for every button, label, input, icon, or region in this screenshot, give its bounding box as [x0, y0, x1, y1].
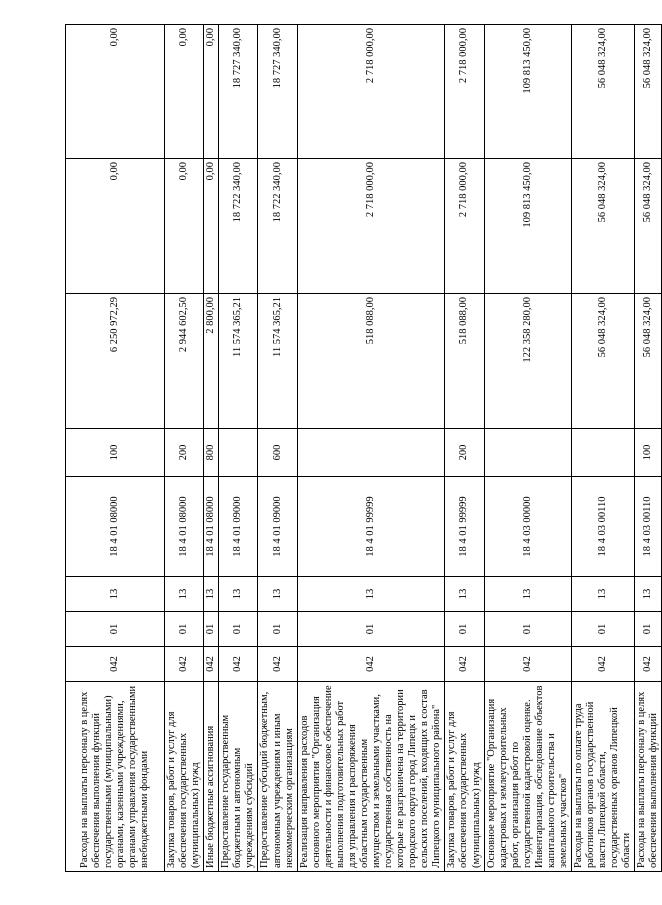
row-ved-code: 042: [572, 647, 635, 682]
row-sum-3: 109 813 450,00: [484, 25, 571, 159]
row-ved-code: 042: [66, 647, 165, 682]
row-sum-3: 18 727 340,00: [258, 25, 297, 159]
row-sum-3: 0,00: [204, 25, 219, 159]
table-row: [66, 25, 165, 872]
row-sum-3: 56 048 324,00: [635, 25, 662, 159]
row-ved-code: 042: [165, 647, 204, 682]
row-rz-code: 01: [572, 612, 635, 647]
row-sum-1: 2 800,00: [204, 294, 219, 429]
row-pr-code: 13: [484, 577, 571, 612]
row-csr-code: 18 4 01 08000: [165, 477, 204, 577]
row-name: Расходы на выплаты персоналу в целях обеспечения выполнения функций государственными (муниципальными) органами, казенными учреждениями, органами управления государственными внебюджетными фондами: [66, 682, 165, 872]
row-vr-code: 100: [635, 429, 662, 477]
row-vr-code: 200: [445, 429, 484, 477]
row-name: Закупка товаров, работ и услуг для обеспечения государственных (муниципальных) нужд: [445, 682, 484, 872]
row-vr-code: [219, 429, 258, 477]
row-name: Расходы на выплаты по оплате труда работников органов государственной власти Липецкой области, государственных органов Липецкой области: [572, 682, 635, 872]
rotated-page: [65, 25, 660, 872]
row-csr-code: 18 4 01 09000: [258, 477, 297, 577]
row-pr-code: 13: [572, 577, 635, 612]
row-sum-3: 2 718 000,00: [445, 25, 484, 159]
row-name: Основное мероприятие "Организация кадастровых и землеустроительных работ, организация работ по государственной кадастровой оценке. Инвентаризация, обследование объектов капитального строительства и земельных участков": [484, 682, 571, 872]
row-sum-3: 0,00: [165, 25, 204, 159]
table-row: [484, 25, 571, 872]
row-vr-code: [572, 429, 635, 477]
row-name: Иные бюджетные ассигнования: [204, 682, 219, 872]
row-vr-code: 200: [165, 429, 204, 477]
row-vr-code: 600: [258, 429, 297, 477]
row-sum-3: 0,00: [66, 25, 165, 159]
row-csr-code: 18 4 03 00110: [572, 477, 635, 577]
row-rz-code: 01: [445, 612, 484, 647]
rotated-table-container: [65, 25, 660, 872]
row-csr-code: 18 4 03 00110: [635, 477, 662, 577]
row-sum-1: 122 358 280,00: [484, 294, 571, 429]
row-pr-code: 13: [258, 577, 297, 612]
row-csr-code: 18 4 01 99999: [445, 477, 484, 577]
row-csr-code: 18 4 01 99999: [297, 477, 445, 577]
table-row: [297, 25, 445, 872]
row-ved-code: 042: [445, 647, 484, 682]
row-sum-1: 6 250 972,29: [66, 294, 165, 429]
row-ved-code: 042: [297, 647, 445, 682]
row-sum-2: 0,00: [204, 159, 219, 294]
row-csr-code: 18 4 03 00000: [484, 477, 571, 577]
row-rz-code: 01: [204, 612, 219, 647]
row-csr-code: 18 4 01 08000: [204, 477, 219, 577]
row-pr-code: 13: [165, 577, 204, 612]
row-rz-code: 01: [165, 612, 204, 647]
row-name: Предоставление субсидий бюджетным, автономным учреждениям и иным некоммерческим организациям: [258, 682, 297, 872]
row-rz-code: 01: [66, 612, 165, 647]
row-sum-2: 18 722 340,00: [219, 159, 258, 294]
row-rz-code: 01: [258, 612, 297, 647]
row-vr-code: [297, 429, 445, 477]
row-sum-3: 18 727 340,00: [219, 25, 258, 159]
row-vr-code: 100: [66, 429, 165, 477]
row-csr-code: 18 4 01 09000: [219, 477, 258, 577]
row-name: Расходы на выплаты персоналу в целях обеспечения выполнения функций: [635, 682, 662, 872]
row-pr-code: 13: [219, 577, 258, 612]
row-rz-code: 01: [484, 612, 571, 647]
table-row: [165, 25, 204, 872]
row-sum-2: 0,00: [66, 159, 165, 294]
row-pr-code: 13: [66, 577, 165, 612]
row-sum-2: 0,00: [165, 159, 204, 294]
row-sum-2: 56 048 324,00: [572, 159, 635, 294]
budget-table: [65, 24, 662, 872]
row-rz-code: 01: [219, 612, 258, 647]
row-sum-1: 518 088,00: [297, 294, 445, 429]
table-row: [635, 25, 662, 872]
row-sum-1: 2 944 602,50: [165, 294, 204, 429]
row-vr-code: [484, 429, 571, 477]
row-pr-code: 13: [445, 577, 484, 612]
row-ved-code: 042: [204, 647, 219, 682]
row-ved-code: 042: [219, 647, 258, 682]
row-rz-code: 01: [297, 612, 445, 647]
row-sum-1: 518 088,00: [445, 294, 484, 429]
table-row: [219, 25, 258, 872]
row-sum-3: 56 048 324,00: [572, 25, 635, 159]
row-pr-code: 13: [297, 577, 445, 612]
row-rz-code: 01: [635, 612, 662, 647]
row-sum-2: 2 718 000,00: [445, 159, 484, 294]
row-sum-2: 2 718 000,00: [297, 159, 445, 294]
row-ved-code: 042: [635, 647, 662, 682]
table-body: [66, 25, 662, 872]
row-vr-code: 800: [204, 429, 219, 477]
table-row: [204, 25, 219, 872]
table-row: [258, 25, 297, 872]
row-sum-1: 11 574 365,21: [258, 294, 297, 429]
row-ved-code: 042: [484, 647, 571, 682]
row-sum-2: 56 048 324,00: [635, 159, 662, 294]
row-name: Предоставление государственным бюджетным и автономным учреждениям субсидий: [219, 682, 258, 872]
table-row: [445, 25, 484, 872]
row-sum-1: 11 574 365,21: [219, 294, 258, 429]
row-sum-2: 109 813 450,00: [484, 159, 571, 294]
row-sum-1: 56 048 324,00: [572, 294, 635, 429]
row-pr-code: 13: [635, 577, 662, 612]
row-name: Закупка товаров, работ и услуг для обеспечения государственных (муниципальных) нужд: [165, 682, 204, 872]
row-name: Реализация направления расходов основного мероприятия "Организация деятельности и финансовое обеспечение выполнения подготовительных работ для управления и распоряжения областным государственным имуществом и земельными участками, государственная собственность на которые не разграничена на территории городского округа город Липецк и сельских поселений, входящих в состав Липецкого муниципального района": [297, 682, 445, 872]
row-ved-code: 042: [258, 647, 297, 682]
row-pr-code: 13: [204, 577, 219, 612]
row-csr-code: 18 4 01 08000: [66, 477, 165, 577]
row-sum-1: 56 048 324,00: [635, 294, 662, 429]
row-sum-3: 2 718 000,00: [297, 25, 445, 159]
table-row: [572, 25, 635, 872]
row-sum-2: 18 722 340,00: [258, 159, 297, 294]
